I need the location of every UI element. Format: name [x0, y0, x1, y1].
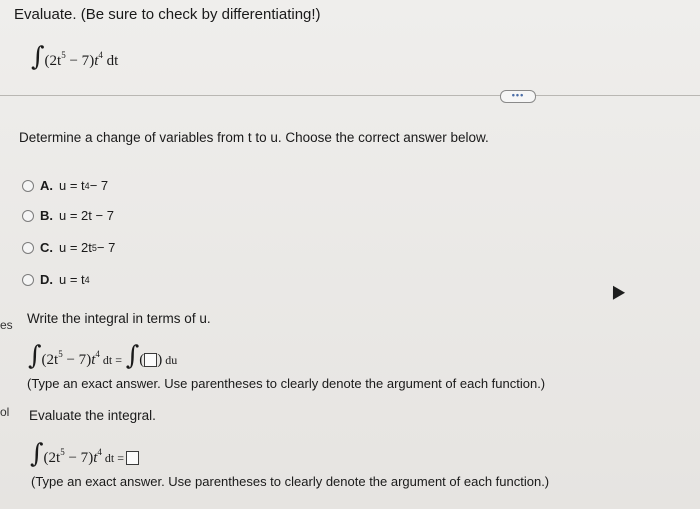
rewrite-integral-prompt: Write the integral in terms of u. — [27, 311, 211, 326]
substitution-equation: $\int(2t^5 - 7)t^4$ dt = ∫( ) du — [28, 341, 178, 371]
radio-button-a[interactable] — [22, 180, 34, 192]
left-edge-text: es — [0, 318, 13, 332]
mouse-cursor-icon — [607, 282, 625, 299]
integrand-answer-input[interactable] — [144, 353, 157, 367]
integral-sign: ∫ — [30, 439, 44, 469]
option-b[interactable]: B. u = 2t − 7 — [22, 208, 114, 223]
option-c[interactable]: C. u = 2t 5 − 7 — [22, 240, 115, 255]
option-d[interactable]: D. u = t 4 — [22, 272, 90, 287]
evaluation-equation: $\int(2t^5 - 7)t^4$ dt = — [30, 441, 139, 467]
final-answer-input[interactable] — [126, 451, 139, 465]
integral-sign: ∫ — [28, 341, 42, 371]
problem-integral: $\int(2t^5 - 7)t^4$ dt — [31, 42, 119, 72]
evaluate-integral-prompt: Evaluate the integral. — [29, 408, 156, 423]
section-divider — [0, 95, 700, 96]
left-edge-text: ol — [0, 405, 10, 419]
answer-instructions: (Type an exact answer. Use parentheses to clearly denote the argument of each function.) — [27, 376, 546, 391]
show-more-button[interactable]: ••• — [500, 90, 536, 103]
integral-sign: ∫ — [125, 341, 140, 371]
radio-button-d[interactable] — [22, 274, 34, 286]
option-a[interactable]: A. u = t 4 − 7 — [22, 178, 108, 193]
change-of-variables-prompt: Determine a change of variables from t to u. Choose the correct answer below. — [19, 130, 489, 145]
radio-button-c[interactable] — [22, 242, 34, 254]
radio-button-b[interactable] — [22, 210, 34, 222]
answer-instructions: (Type an exact answer. Use parentheses to clearly denote the argument of each function.) — [31, 474, 550, 489]
integral-sign: ∫ — [31, 42, 45, 72]
problem-title: Evaluate. (Be sure to check by differentiating!) — [14, 6, 321, 23]
